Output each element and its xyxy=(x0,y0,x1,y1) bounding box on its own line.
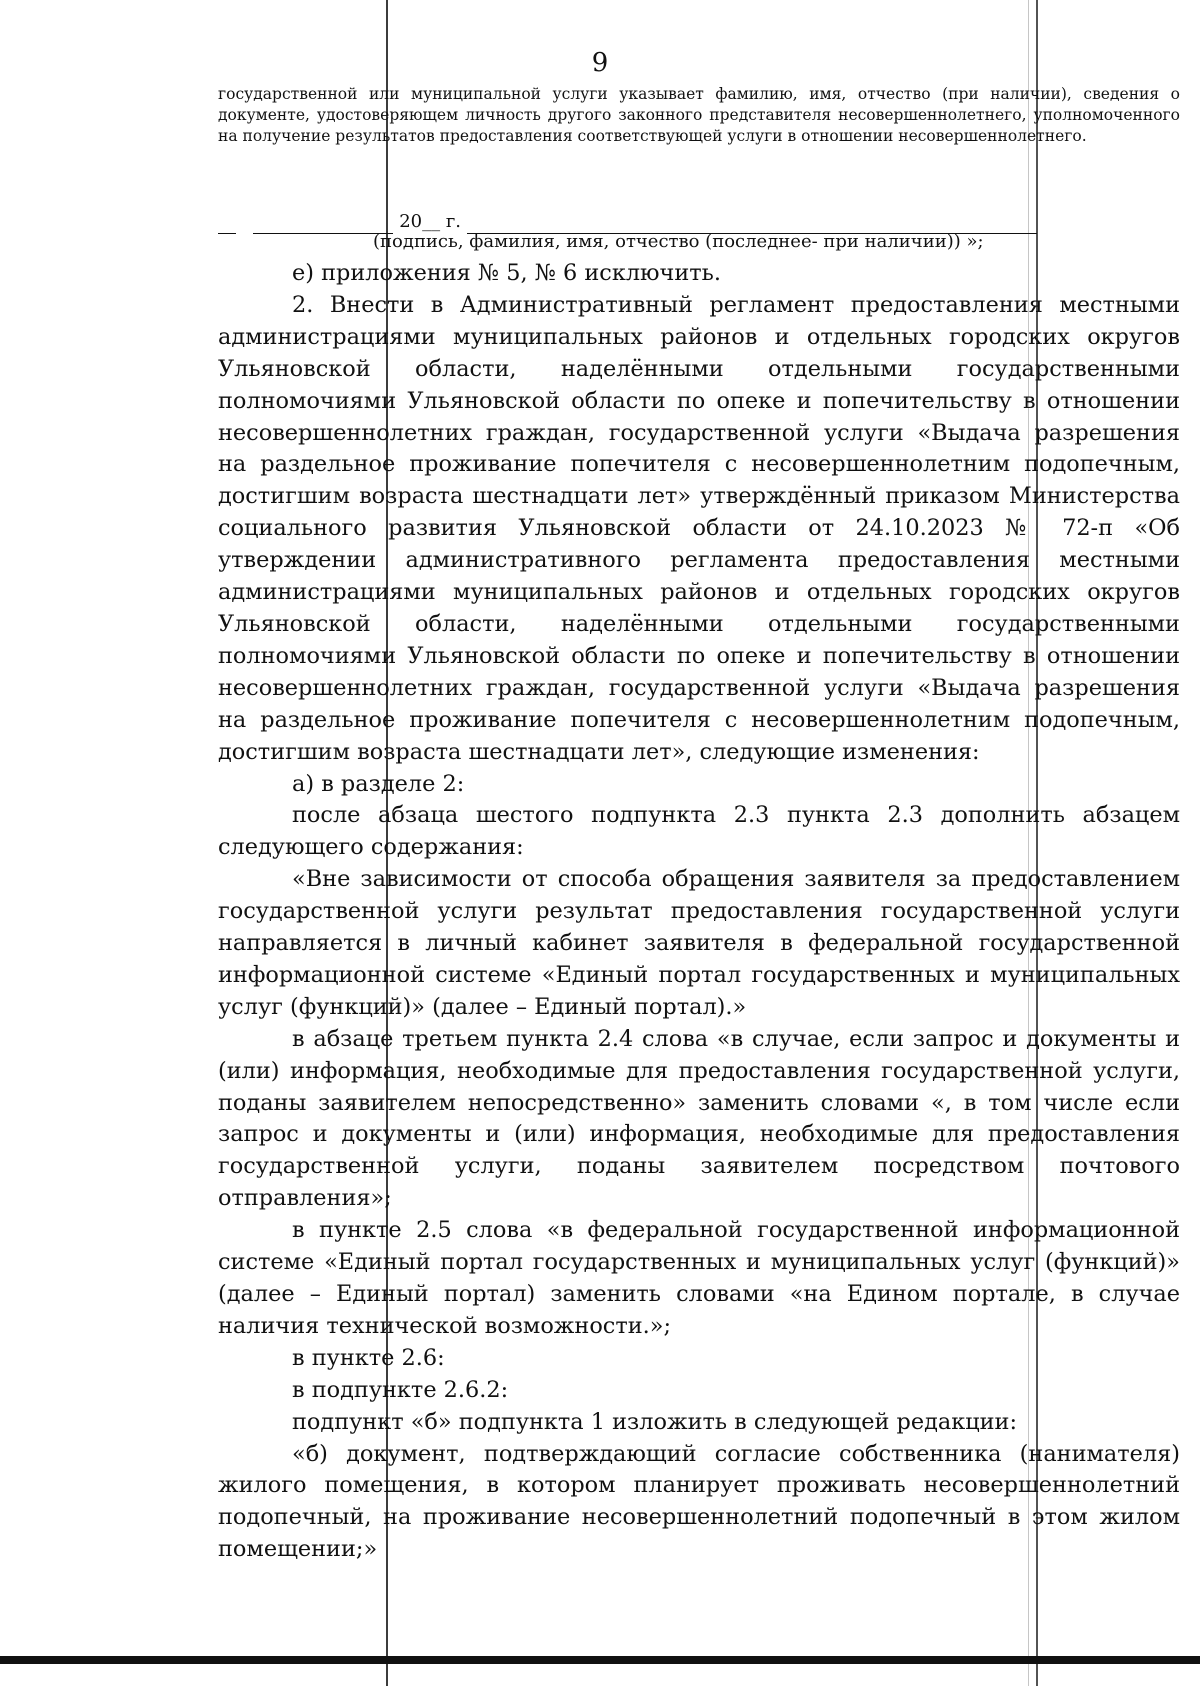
paragraph-quote-result: «Вне зависимости от способа обращения заявителя за предоставлением государственной услуги результат предоставления государственной услуги направляется в личный кабинет заявителя в федеральной государственной информационной системе «Единый портал государственных и муниципальных услуг (функций)» (далее – Единый портал).» xyxy=(218,866,1180,1020)
document-body xyxy=(218,258,1180,1566)
paragraph-2-6-2: в подпункте 2.6.2: xyxy=(292,1376,509,1403)
scan-bottom-edge xyxy=(0,1656,1200,1664)
paragraph-section-2: а) в разделе 2: xyxy=(292,770,465,797)
paragraph-subitem-b: подпункт «б» подпункта 1 изложить в следующей редакции: xyxy=(292,1408,1017,1435)
intro-paragraph: государственной или муниципальной услуги указывает фамилию, имя, отчество (при наличии), сведения о документе, удостоверяющем личность другого законного представителя несовершеннолетнего, уполномоченного на получение результатов предоставления соответствующей услуги в отношении несовершеннолетнего. xyxy=(218,85,1180,145)
blank-field xyxy=(218,213,236,234)
paragraph-2-4: в абзаце третьем пункта 2.4 слова «в случае, если запрос и документы и (или) информация, необходимые для предоставления государственной услуги, поданы заявителем непосредственно» заменить словами «, в том числе если запрос и документы и (или) информация, необходимые для предоставления государственной услуги, поданы заявителем посредством почтового отправления»; xyxy=(218,1025,1180,1212)
paragraph-item-e: е) приложения № 5, № 6 исключить. xyxy=(292,260,721,286)
paragraph-2-6: в пункте 2.6: xyxy=(292,1344,445,1371)
paragraph-after-abzac: после абзаца шестого подпункта 2.3 пункта 2.3 дополнить абзацем следующего содержания: xyxy=(218,802,1180,861)
page-number: 9 xyxy=(591,48,609,78)
paragraph-quote-b: «б) документ, подтверждающий согласие собственника (нанимателя) жилого помещения, в котором планирует проживать несовершеннолетний подопечный, на проживание несовершеннолетний подопечный в этом жилом помещении;» xyxy=(218,1440,1180,1563)
year-label: 20__ г. xyxy=(399,211,461,232)
paragraph-2-5: в пункте 2.5 слова «в федеральной государственной информационной системе «Единый портал государственных и муниципальных услуг (функций)» (далее – Единый портал) заменить словами «на Едином портале, в случае наличия технической возможности.»; xyxy=(218,1217,1180,1339)
signature-caption: (подпись, фамилия, имя, отчество (последнее- при наличии)) »; xyxy=(373,231,984,252)
paragraph-item-2: 2. Внести в Административный регламент предоставления местными администрациями муниципальных районов и отдельных городских округов Ульяновской области, наделёнными отдельными государственными полномочиями Ульяновской области по опеке и попечительству в отношении несовершеннолетних граждан, государственной услуги «Выдача разрешения на раздельное проживание попечителя с несовершеннолетним подопечным, достигшим возраста шестнадцати лет» утверждённый приказом Министерства социального развития Ульяновской области от 24.10.2023 № 72-п «Об утверждении административного регламента предоставления местными администрациями муниципальных районов и отдельных городских округов Ульяновской области, наделёнными отдельными государственными полномочиями Ульяновской области по опеке и попечительству в отношении несовершеннолетних граждан, государственной услуги «Выдача разрешения на раздельное проживание попечителя с несовершеннолетним подопечным, достигшим возраста шестнадцати лет», следующие изменения: xyxy=(218,291,1180,765)
